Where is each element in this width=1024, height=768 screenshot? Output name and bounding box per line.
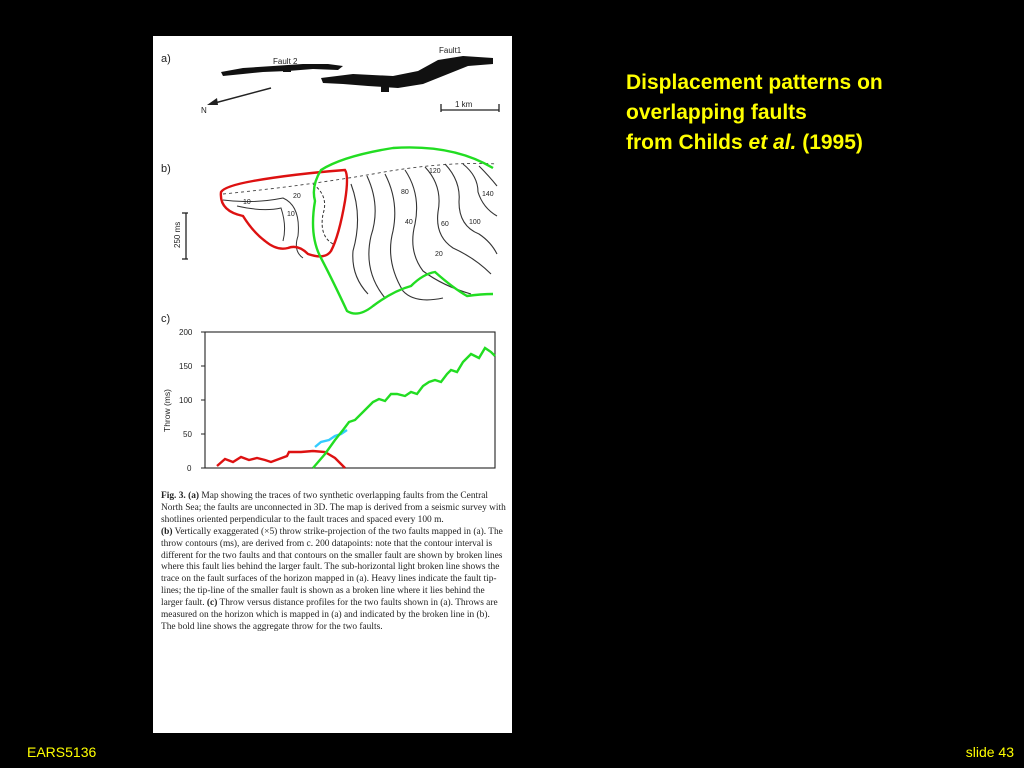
caption-fig-label: Fig. 3.	[161, 491, 186, 501]
panel-a-label: a)	[161, 53, 171, 65]
panel-b-label: b)	[161, 163, 171, 175]
caption-part-b: Vertically exaggerated (×5) throw strike-projection of the two faults mapped in (a). The throw contours (ms), are derived from c. 200 datapoints: note that the contour interval is different for the two faults and that contours on the smaller fault are shown by broken lines where this fault lies behind the larger fault. The sub-horizontal light broken line shows the trace on the fault surfaces of the horizon mapped in (a). Heavy lines indicate the fault tip-lines; the tip-line of the smaller fault is shown as a broken line where it lies behind the larger fault.	[161, 526, 503, 609]
title-line-3-italic: et al.	[748, 131, 797, 154]
fault2-tip-line	[221, 170, 347, 256]
title-line-3-suffix: (1995)	[796, 131, 863, 154]
chart-frame	[205, 332, 495, 468]
caption-part-c: Throw versus distance profiles for the two faults shown in (a). Throws are measured on the horizon which is mapped in (a) and indicated by the broken line in (b). The bold line shows the aggregate throw for the two faults.	[161, 598, 498, 632]
fault1-trace	[321, 56, 493, 88]
title-line-3-prefix: from Childs	[626, 131, 749, 154]
contour-label-80: 80	[401, 189, 409, 196]
title-line-1: Displacement patterns on	[626, 71, 883, 94]
caption-c-label: (c)	[206, 598, 218, 609]
contour-label-10b: 10	[287, 211, 295, 218]
y-ticks	[179, 328, 193, 473]
ytick-200: 200	[179, 328, 193, 337]
fault2-label: Fault 2	[273, 57, 298, 66]
fault1-tip-line	[313, 147, 493, 313]
ytick-50: 50	[183, 430, 192, 439]
contour-label-140: 140	[482, 191, 494, 198]
title-line-3	[626, 128, 1006, 158]
y-tick-marks	[201, 332, 205, 468]
panel-c-label: c)	[161, 313, 171, 325]
contour-label-120: 120	[429, 168, 441, 175]
fault1-contours	[351, 164, 497, 300]
contour-label-20: 20	[435, 251, 443, 258]
fault1-throw-line	[313, 348, 495, 468]
ytick-0: 0	[187, 464, 192, 473]
contour-label-100: 100	[469, 219, 481, 226]
course-code: EARS5136	[27, 744, 97, 760]
fault1-marker	[381, 84, 389, 92]
ytick-100: 100	[179, 396, 193, 405]
contour-label-40: 40	[405, 219, 413, 226]
caption-part-a: Map showing the traces of two synthetic overlapping faults from the Central North Sea; the faults are unconnected in 3D. The map is derived from a seismic survey with shotlines oriented perpendicular to the fault traces and spaced every 100 m.	[161, 491, 506, 525]
slide-number: slide 43	[965, 744, 1014, 760]
fault2-marker	[283, 67, 291, 72]
throw-axis-label: Throw (ms)	[162, 389, 172, 432]
figure-image	[153, 36, 512, 733]
contour-label-20b: 20	[293, 193, 301, 200]
north-arrow	[211, 88, 271, 104]
contour-label-10a: 10	[243, 199, 251, 206]
ytick-150: 150	[179, 362, 193, 371]
scale-label: 1 km	[455, 100, 473, 109]
contour-label-60: 60	[441, 221, 449, 228]
vertical-scale-label: 250 ms	[173, 221, 182, 248]
caption-b-label: (b)	[161, 526, 173, 537]
slide-title	[626, 68, 1006, 158]
north-label: N	[201, 106, 207, 115]
fault2-trace	[221, 64, 343, 76]
figure-caption	[161, 491, 506, 634]
title-line-2: overlapping faults	[626, 101, 807, 124]
north-arrowhead	[207, 98, 218, 105]
fault1-label: Fault1	[439, 46, 462, 55]
caption-a-label: (a)	[188, 491, 200, 501]
